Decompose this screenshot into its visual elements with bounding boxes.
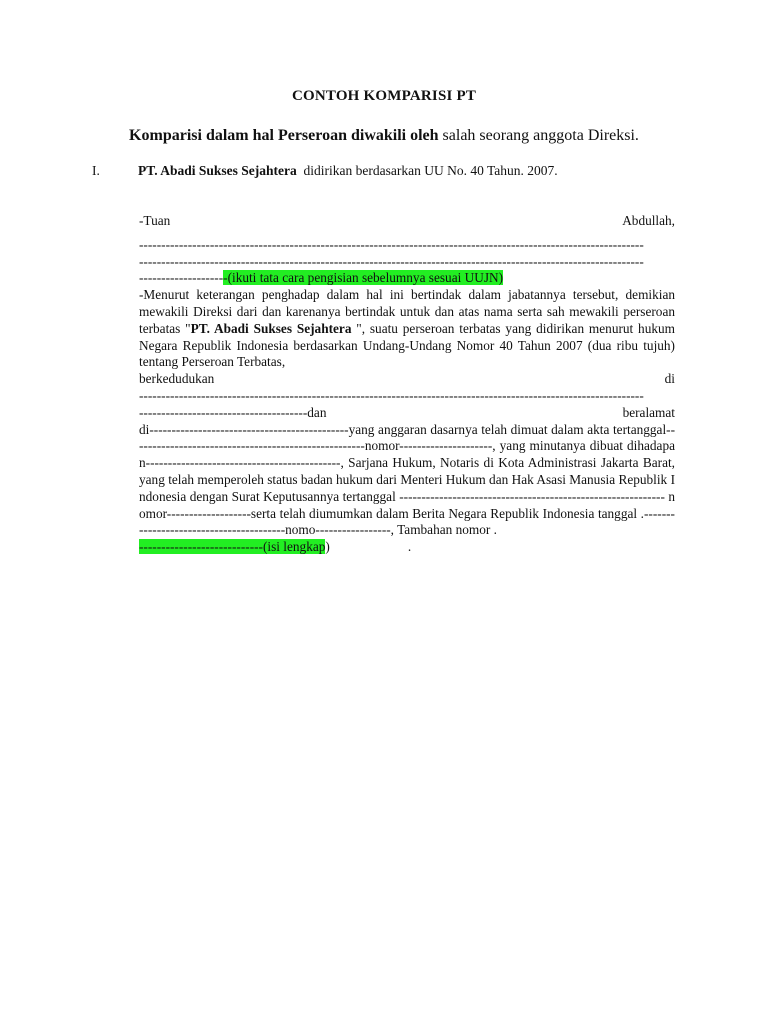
document-title: CONTOH KOMPARISI PT bbox=[291, 88, 477, 104]
tuan-right: Abdullah, bbox=[622, 213, 675, 228]
list-item bbox=[92, 163, 652, 179]
dash-line: ------------------------------------------------------------------------------------------------------------------ bbox=[139, 236, 644, 252]
dan-right: beralamat bbox=[622, 404, 675, 420]
berkedudukan-line bbox=[139, 371, 675, 388]
subtitle-normal: salah seorang anggota Direksi. bbox=[442, 127, 639, 144]
item-text: didirikan berdasarkan UU No. 40 Tahun. 2007. bbox=[303, 163, 558, 178]
paragraph-1 bbox=[139, 287, 675, 371]
para1-text-b: ", suatu perseroan terbatas yang didirikan menurut hukum Negara Republik Indonesia berdasarkan Undang-Undang Nomor 40 Tahun 2007 (dua ribu tujuh) tentang Perseroan Terbatas, bbox=[139, 320, 675, 370]
dash-line: ------------------------------------------------------------------------------------------------------------------ bbox=[139, 253, 644, 269]
highlighted-fill-instruction: ----------------------------(isi lengkap bbox=[139, 539, 326, 555]
para1-company: PT. Abadi Sukses Sejahtera bbox=[190, 320, 352, 336]
berkedudukan-right: di bbox=[664, 371, 675, 387]
document-subtitle bbox=[0, 127, 768, 145]
dan-line bbox=[139, 405, 675, 422]
dash-line: ------------------------------------------------------------------------------------------------------------------ bbox=[139, 387, 644, 403]
subtitle-bold: Komparisi dalam hal Perseroan diwakili oleh bbox=[129, 127, 439, 144]
highlighted-instruction: -(ikuti tata cara pengisian sebelumnya sesuai UUJN) bbox=[223, 270, 504, 286]
tuan-line bbox=[139, 213, 675, 230]
dan-left: --------------------------------------dan bbox=[139, 404, 327, 420]
para1-text-a: -Menurut keterangan penghadap dalam hal ini bertindak dalam jabatannya tersebut, demikian mewakili Direksi dari dan karenanya bertindak untuk dan atas nama serta sah mewakili perseroan terbatas " bbox=[139, 287, 675, 336]
highlight-line bbox=[139, 270, 675, 287]
dash-short: ------------------- bbox=[139, 270, 224, 286]
item-number: I. bbox=[92, 163, 100, 178]
paragraph-2: di---------------------------------------------yang anggaran dasarnya telah dimuat dalam akta tertanggal-----------------------------------------------------nomor---------------------, yang minutanya dibuat dihadapan--------------------------------------------, Sarjana Hukum, Notaris di Kota Administrasi Jakarta Barat, yang telah memperoleh status badan hukum dari Menteri Hukum dan Hak Asasi Manusia Republik Indonesia dengan Surat Keputusannya tertanggal ------------------------------------------------------------ nomor-------------------serta telah diumumkan dalam Berita Negara Republik Indonesia tanggal .----------------------------------------nomo-----------------, Tambahan nomor . bbox=[139, 421, 675, 538]
closing-line bbox=[139, 539, 675, 556]
trailing-dot: . bbox=[407, 539, 412, 555]
closing-paren: ) bbox=[325, 539, 330, 555]
berkedudukan-left: berkedudukan bbox=[139, 371, 215, 387]
document-body bbox=[139, 213, 675, 556]
item-company-name: PT. Abadi Sukses Sejahtera bbox=[138, 163, 297, 178]
tuan-left: -Tuan bbox=[139, 213, 171, 228]
